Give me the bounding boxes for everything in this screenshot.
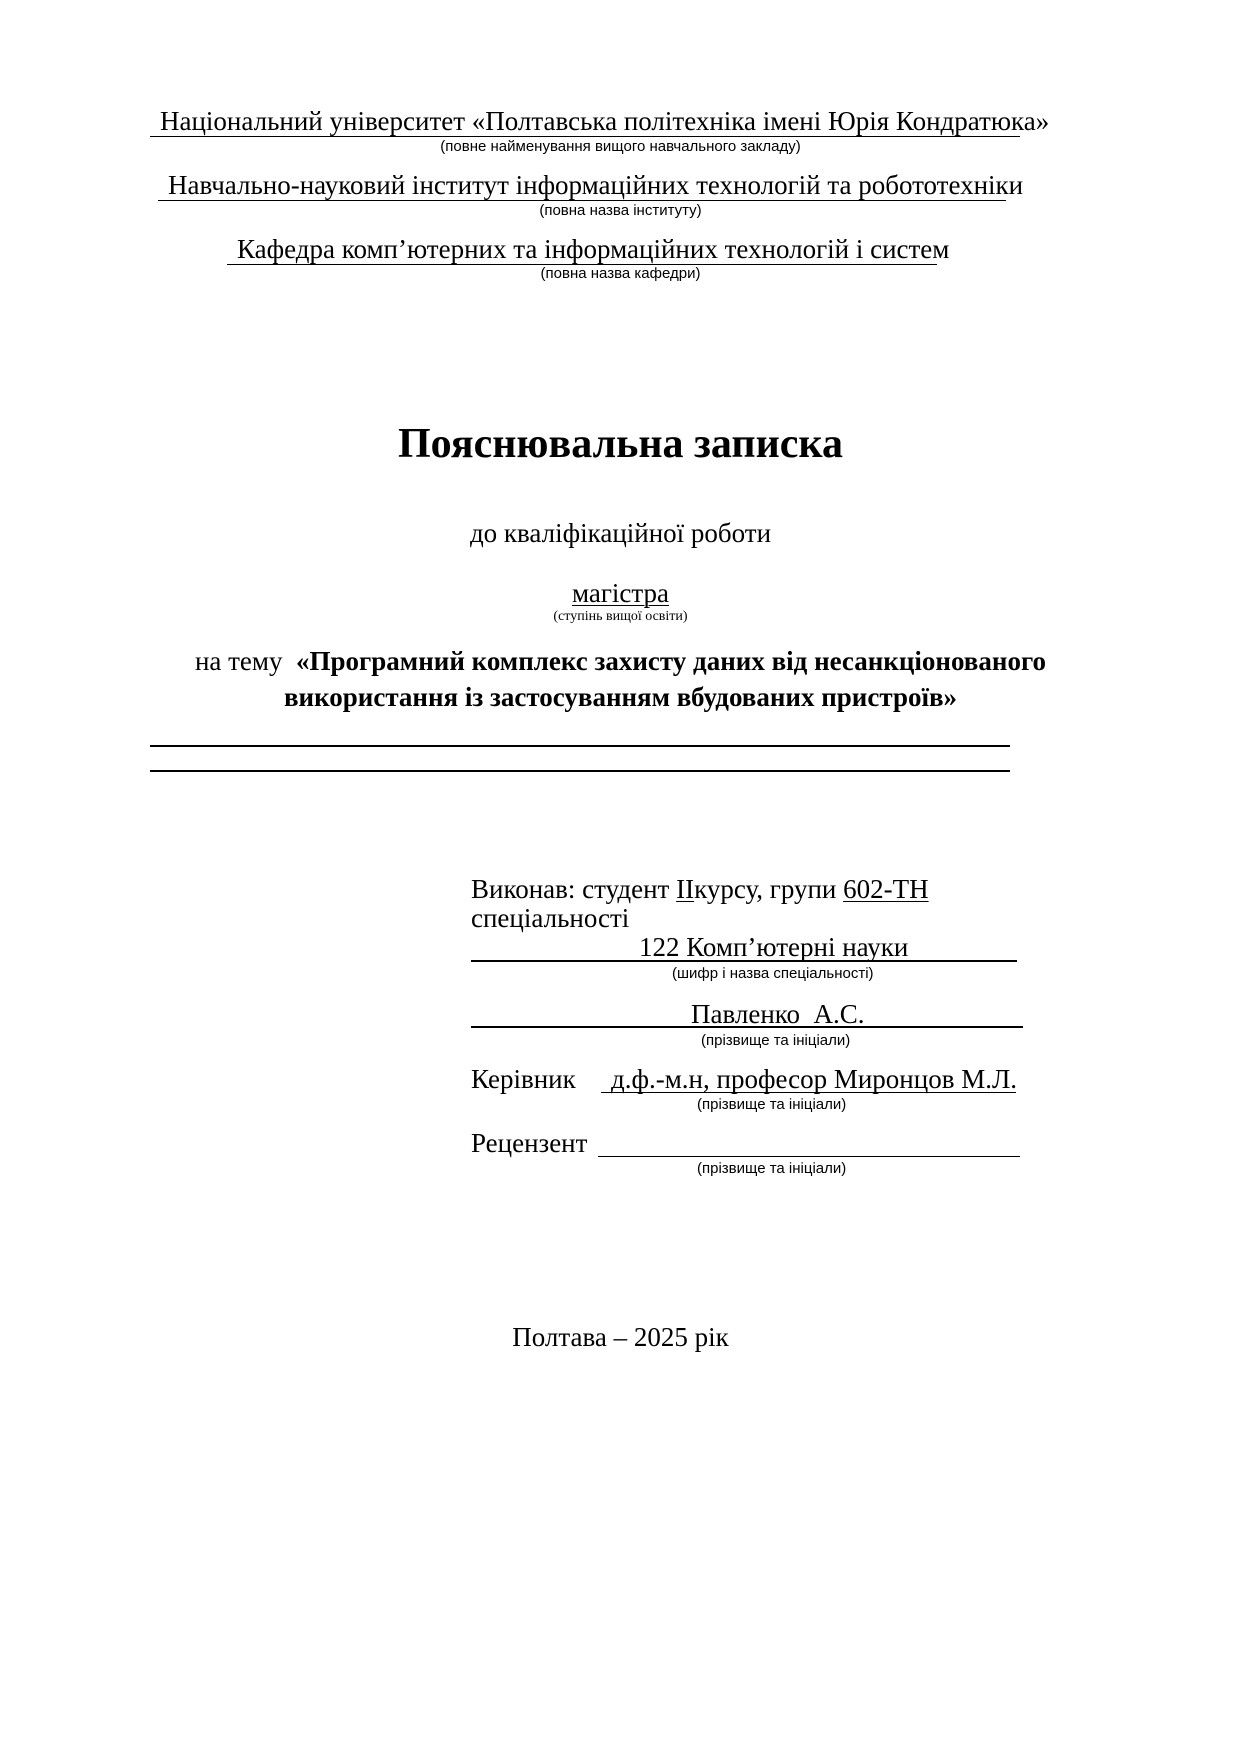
place-year: Полтава – 2025 рік (512, 1322, 729, 1352)
author-name-underline (471, 1026, 1023, 1028)
specialty-caption: (шифр і назва спеціальності) (672, 965, 874, 982)
university-name: Національний університет «Полтавська політехніка імені Юрія Кондратюка» (160, 106, 1050, 136)
degree-value: магістра (571, 578, 670, 608)
university-caption: (повне найменування вищого навчального закладу) (440, 138, 801, 155)
department-name: Кафедра комп’ютерних та інформаційних технологій і систем (237, 234, 950, 264)
topic-line-2 (0, 679, 1241, 715)
reviewer-blank-line (598, 1156, 1020, 1157)
topic-title-part-1: «Програмний комплекс захисту даних від несанкціонованого (296, 646, 1047, 676)
institute-caption: (повна назва інституту) (539, 202, 702, 219)
document-title: Пояснювальна записка (398, 421, 843, 467)
document-subtitle: до кваліфікаційної роботи (469, 518, 772, 548)
performed-label: Виконав: студент (471, 874, 670, 904)
topic-title-part-2: використання із застосуванням вбудованих пристроїв» (283, 682, 958, 712)
degree-caption: (ступінь вищої освіти) (553, 609, 688, 624)
reviewer-label: Рецензент (471, 1128, 588, 1158)
course-label: курсу, групи (694, 874, 837, 904)
degree-row (0, 578, 1241, 609)
performed-by-row (471, 874, 929, 905)
specialty-label: спеціальності (471, 903, 630, 933)
specialty-value: 122 Комп’ютерні науки (639, 932, 909, 962)
specialty-underline (471, 960, 1017, 962)
blank-line-2 (150, 770, 1010, 772)
department-caption: (повна назва кафедри) (540, 265, 701, 282)
supervisor-value: д.ф.-м.н, професор Миронцов М.Л. (611, 1064, 1018, 1094)
blank-line-1 (150, 745, 1010, 747)
group-value: 602-ТН (843, 874, 929, 904)
supervisor-caption: (прізвище та ініціали) (697, 1096, 847, 1113)
topic-prefix: на тему (194, 646, 283, 676)
supervisor-label: Керівник (471, 1064, 576, 1094)
course-value: II (676, 874, 695, 904)
topic-line-1 (0, 643, 1241, 679)
institute-name: Навчально-науковий інститут інформаційних технологій та робототехніки (168, 170, 1024, 200)
reviewer-caption: (прізвище та ініціали) (697, 1160, 847, 1177)
author-name: Павленко А.С. (691, 999, 865, 1029)
author-name-caption: (прізвище та ініціали) (701, 1032, 851, 1049)
